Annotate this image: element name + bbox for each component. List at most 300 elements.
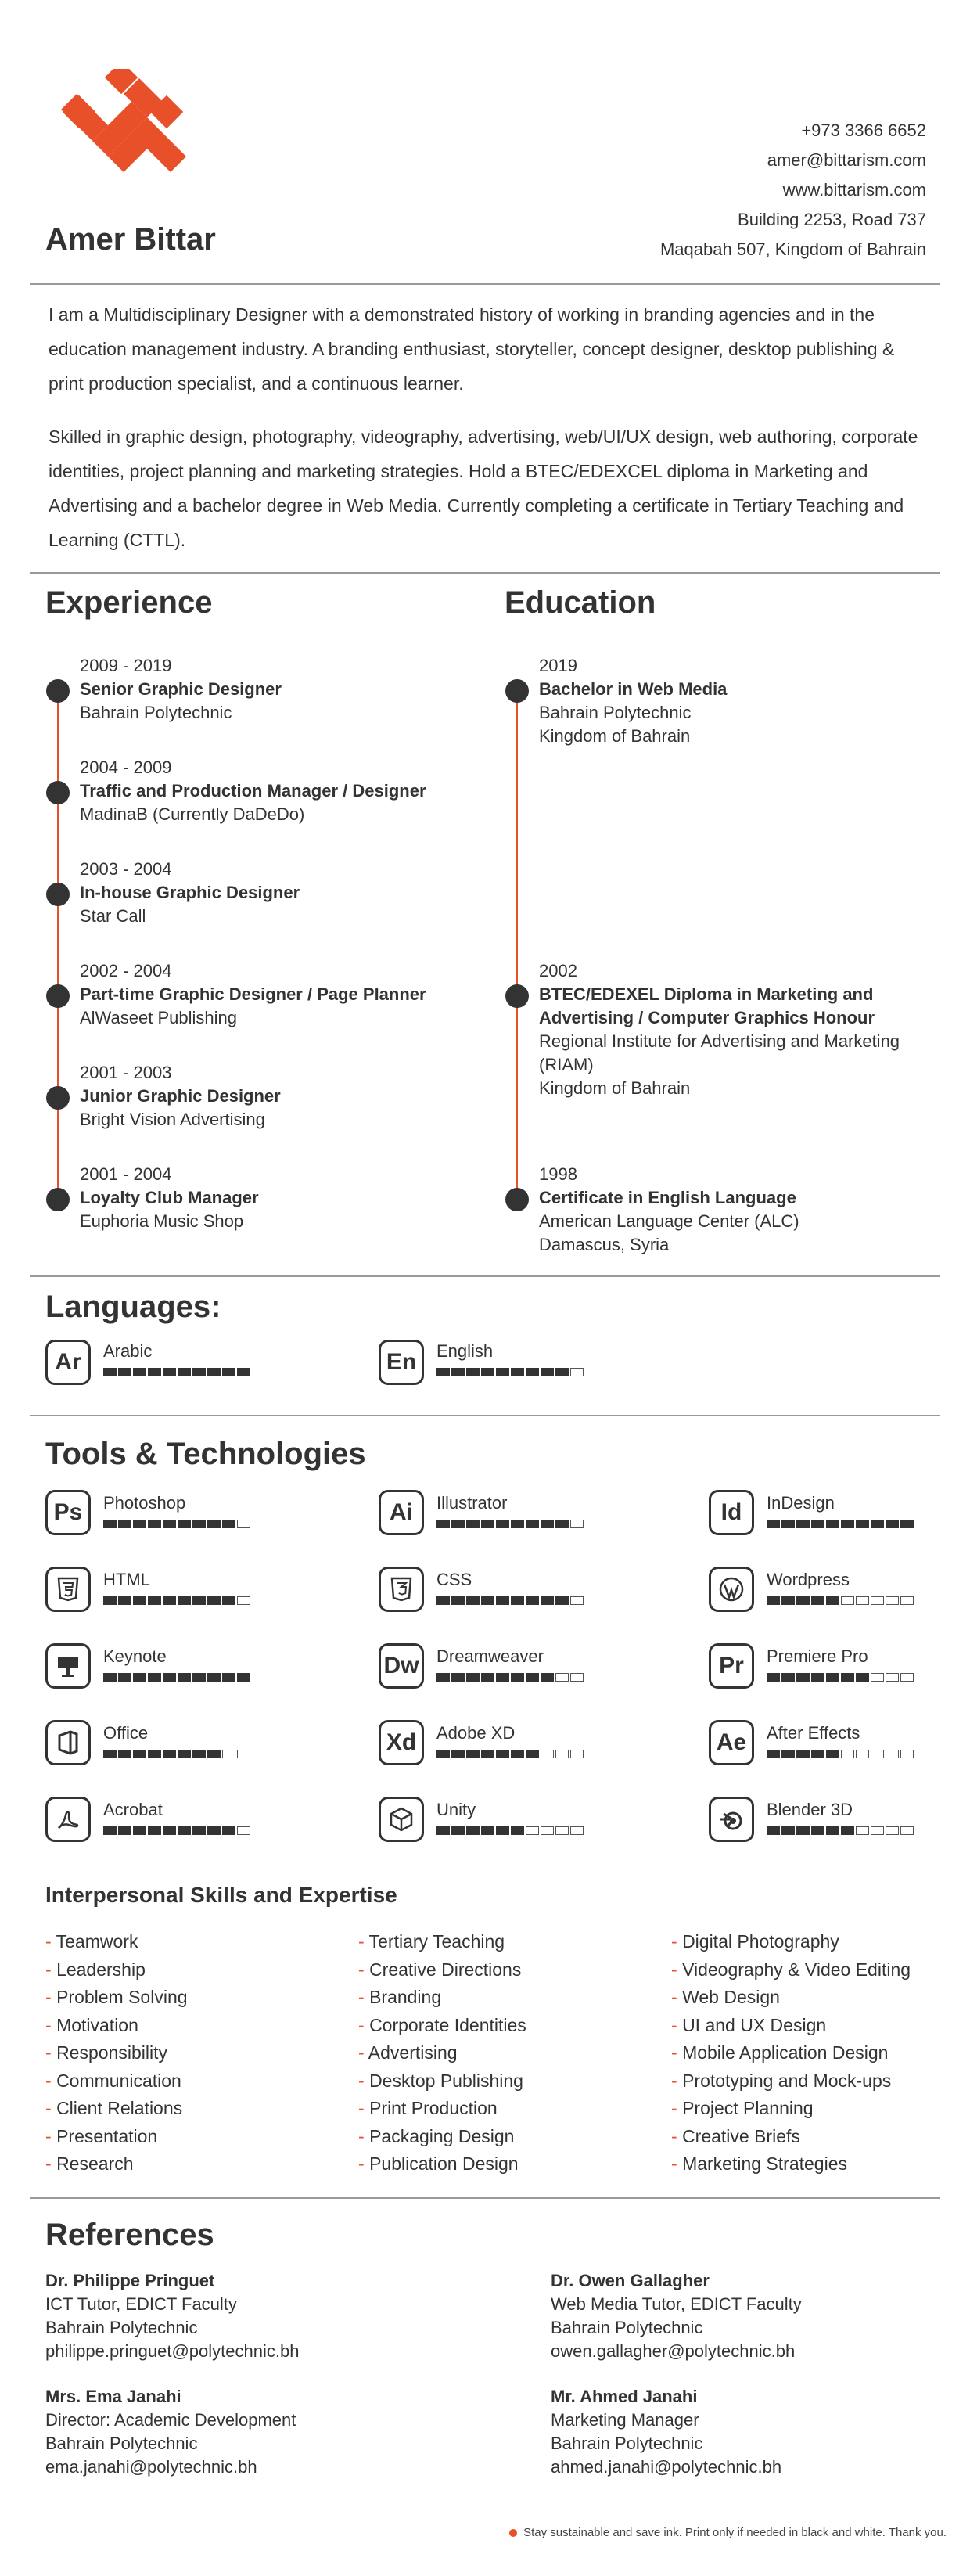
education-detail: Bahrain Polytechnic xyxy=(539,703,692,722)
level-segment xyxy=(192,1520,206,1528)
level-segment xyxy=(886,1673,899,1682)
level-segment xyxy=(466,1826,480,1835)
level-segment xyxy=(481,1673,494,1682)
level-segment xyxy=(796,1520,810,1528)
experience-title: Loyalty Club Manager xyxy=(80,1188,259,1207)
level-segment xyxy=(148,1673,161,1682)
reference-email[interactable]: ema.janahi@polytechnic.bh xyxy=(45,2457,257,2477)
level-segment xyxy=(900,1673,914,1682)
experience-org: Bright Vision Advertising xyxy=(80,1110,265,1129)
css3-icon xyxy=(379,1567,424,1612)
tool-name: Photoshop xyxy=(103,1493,186,1513)
skills-column-3 xyxy=(671,1928,911,2178)
level-segment xyxy=(826,1596,839,1605)
experience-item xyxy=(80,1163,259,1233)
level-segment xyxy=(856,1826,869,1835)
level-bar xyxy=(103,1368,250,1376)
education-title: Bachelor in Web Media xyxy=(539,679,728,699)
skill-item: - Project Planning xyxy=(671,2095,911,2123)
experience-org: Euphoria Music Shop xyxy=(80,1211,244,1231)
level-segment xyxy=(237,1673,250,1682)
tool-icon-ps: Ps xyxy=(45,1490,91,1535)
skill-item: - Publication Design xyxy=(358,2150,526,2178)
level-segment xyxy=(163,1826,176,1835)
level-segment xyxy=(555,1596,569,1605)
level-segment xyxy=(871,1520,884,1528)
level-segment xyxy=(451,1750,465,1758)
level-segment xyxy=(222,1520,235,1528)
level-segment xyxy=(886,1750,899,1758)
skill-item: - Advertising xyxy=(358,2039,526,2067)
level-bar xyxy=(436,1673,584,1682)
level-bar xyxy=(436,1826,584,1835)
level-segment xyxy=(237,1368,250,1376)
website[interactable]: www.bittarism.com xyxy=(782,180,926,200)
level-segment xyxy=(811,1520,824,1528)
skill-item: - Responsibility xyxy=(45,2039,188,2067)
level-segment xyxy=(103,1750,117,1758)
level-segment xyxy=(133,1520,146,1528)
level-segment xyxy=(511,1368,524,1376)
skill-item: - Print Production xyxy=(358,2095,526,2123)
level-segment xyxy=(207,1520,221,1528)
level-segment xyxy=(541,1750,554,1758)
experience-years: 2001 - 2004 xyxy=(80,1164,172,1184)
experience-title: Part-time Graphic Designer / Page Planner xyxy=(80,984,426,1004)
level-segment xyxy=(871,1673,884,1682)
education-heading: Education xyxy=(505,585,656,620)
skills-column-1 xyxy=(45,1928,188,2178)
bio-paragraph: I am a Multidisciplinary Designer with a demonstrated history of working in branding agencies and in the education management industry. A branding enthusiast, storyteller, concept designer, desktop publishing & print production specialist, and a continuous learner. xyxy=(48,304,895,394)
acrobat-icon xyxy=(55,1806,81,1833)
level-segment xyxy=(237,1596,250,1605)
level-segment xyxy=(781,1673,795,1682)
level-segment xyxy=(871,1596,884,1605)
education-detail: Regional Institute for Advertising and Marketing (RIAM) xyxy=(539,1031,900,1074)
reference-item xyxy=(45,2269,299,2363)
level-segment xyxy=(207,1368,221,1376)
reference-name: Dr. Philippe Pringuet xyxy=(45,2271,215,2290)
level-segment xyxy=(496,1750,509,1758)
experience-item xyxy=(80,654,282,725)
divider xyxy=(30,283,940,285)
level-segment xyxy=(526,1673,539,1682)
experience-years: 2002 - 2004 xyxy=(80,961,172,980)
keynote-icon xyxy=(45,1643,91,1689)
reference-item xyxy=(45,2385,296,2479)
tool-icon-ae: Ae xyxy=(709,1720,754,1765)
level-segment xyxy=(871,1750,884,1758)
skill-item: - Problem Solving xyxy=(45,1984,188,2012)
level-segment xyxy=(781,1826,795,1835)
reference-email[interactable]: ahmed.janahi@polytechnic.bh xyxy=(551,2457,782,2477)
level-segment xyxy=(436,1520,450,1528)
level-segment xyxy=(570,1750,584,1758)
level-segment xyxy=(451,1826,465,1835)
level-segment xyxy=(541,1673,554,1682)
timeline-dot xyxy=(505,984,529,1008)
level-segment xyxy=(163,1520,176,1528)
timeline-dot xyxy=(46,1188,70,1211)
level-segment xyxy=(811,1673,824,1682)
experience-timeline xyxy=(57,693,59,1201)
skill-item: - Creative Directions xyxy=(358,1956,526,1984)
education-year: 1998 xyxy=(539,1164,577,1184)
phone: +973 3366 6652 xyxy=(801,121,926,140)
skill-item: - Branding xyxy=(358,1984,526,2012)
level-segment xyxy=(767,1750,780,1758)
level-segment xyxy=(555,1826,569,1835)
experience-title: In-house Graphic Designer xyxy=(80,883,300,902)
level-segment xyxy=(436,1826,450,1835)
level-segment xyxy=(796,1596,810,1605)
level-segment xyxy=(555,1673,569,1682)
level-segment xyxy=(570,1673,584,1682)
skill-item: - Communication xyxy=(45,2067,188,2096)
level-segment xyxy=(841,1673,854,1682)
timeline-dot xyxy=(46,679,70,703)
level-segment xyxy=(900,1596,914,1605)
level-segment xyxy=(466,1596,480,1605)
level-segment xyxy=(826,1673,839,1682)
level-segment xyxy=(511,1673,524,1682)
skill-item: - Corporate Identities xyxy=(358,2012,526,2040)
level-segment xyxy=(207,1596,221,1605)
level-segment xyxy=(178,1520,191,1528)
skill-item: - UI and UX Design xyxy=(671,2012,911,2040)
level-segment xyxy=(886,1826,899,1835)
level-segment xyxy=(148,1596,161,1605)
level-segment xyxy=(570,1368,584,1376)
level-bar xyxy=(767,1826,914,1835)
skill-item: - Packaging Design xyxy=(358,2123,526,2151)
skill-item: - Presentation xyxy=(45,2123,188,2151)
level-bar xyxy=(767,1520,914,1528)
experience-item xyxy=(80,756,426,826)
level-bar xyxy=(436,1520,584,1528)
tool-icon-ai: Ai xyxy=(379,1490,424,1535)
level-segment xyxy=(781,1750,795,1758)
education-title: BTEC/EDEXEL Diploma in Marketing and Advertising / Computer Graphics Honour xyxy=(539,984,875,1027)
reference-org: Bahrain Polytechnic xyxy=(551,2434,703,2453)
html5-icon xyxy=(45,1567,91,1612)
reference-email[interactable]: philippe.pringuet@polytechnic.bh xyxy=(45,2341,300,2361)
languages-heading: Languages: xyxy=(45,1290,221,1324)
level-segment xyxy=(148,1368,161,1376)
level-segment xyxy=(555,1520,569,1528)
tool-icon-pr: Pr xyxy=(709,1643,754,1689)
skill-item: - Motivation xyxy=(45,2012,188,2040)
experience-years: 2004 - 2009 xyxy=(80,757,172,777)
level-bar xyxy=(103,1826,250,1835)
contact-block xyxy=(660,116,926,264)
level-segment xyxy=(767,1520,780,1528)
level-segment xyxy=(511,1520,524,1528)
acrobat-icon xyxy=(45,1797,91,1842)
education-item xyxy=(539,959,914,1100)
blender-icon xyxy=(718,1806,745,1833)
language-name: Arabic xyxy=(103,1341,153,1361)
bio xyxy=(48,297,925,576)
level-segment xyxy=(237,1826,250,1835)
level-segment xyxy=(481,1750,494,1758)
tool-name: Illustrator xyxy=(436,1493,508,1513)
level-bar xyxy=(436,1596,584,1605)
bio-paragraph: Skilled in graphic design, photography, videography, advertising, web/UI/UX design, web authoring, corporate identities, project planning and marketing strategies. Hold a BTEC/EDEXCEL diploma in Marketing and Advertising and a bachelor degree in Web Media. Currently completing a certificate in Tertiary Teaching and Learning (CTTL). xyxy=(48,426,918,550)
tool-name: Wordpress xyxy=(767,1570,850,1589)
level-segment xyxy=(841,1596,854,1605)
level-segment xyxy=(436,1673,450,1682)
reference-role: Web Media Tutor, EDICT Faculty xyxy=(551,2294,802,2314)
level-segment xyxy=(118,1673,131,1682)
tool-name: CSS xyxy=(436,1570,472,1589)
bullet-icon xyxy=(509,2529,517,2537)
level-segment xyxy=(526,1368,539,1376)
level-segment xyxy=(796,1750,810,1758)
level-segment xyxy=(103,1596,117,1605)
skill-item: - Tertiary Teaching xyxy=(358,1928,526,1956)
timeline-dot xyxy=(46,883,70,906)
level-segment xyxy=(826,1520,839,1528)
level-segment xyxy=(856,1673,869,1682)
level-segment xyxy=(192,1596,206,1605)
reference-org: Bahrain Polytechnic xyxy=(551,2318,703,2337)
education-detail: Kingdom of Bahrain xyxy=(539,1078,691,1098)
skill-item: - Prototyping and Mock-ups xyxy=(671,2067,911,2096)
level-segment xyxy=(163,1750,176,1758)
level-segment xyxy=(871,1826,884,1835)
tool-name: Premiere Pro xyxy=(767,1646,868,1666)
level-segment xyxy=(466,1750,480,1758)
level-segment xyxy=(222,1596,235,1605)
level-segment xyxy=(570,1520,584,1528)
skill-item: - Research xyxy=(45,2150,188,2178)
skill-item: - Digital Photography xyxy=(671,1928,911,1956)
footer-text: Stay sustainable and save ink. Print only if needed in black and white. Thank you. xyxy=(523,2526,947,2539)
reference-role: Director: Academic Development xyxy=(45,2410,296,2430)
level-segment xyxy=(436,1750,450,1758)
level-segment xyxy=(163,1368,176,1376)
level-segment xyxy=(192,1368,206,1376)
level-segment xyxy=(466,1368,480,1376)
divider xyxy=(30,2197,940,2199)
level-segment xyxy=(436,1368,450,1376)
office-icon xyxy=(45,1720,91,1765)
level-segment xyxy=(237,1750,250,1758)
education-detail: American Language Center (ALC) xyxy=(539,1211,799,1231)
reference-role: Marketing Manager xyxy=(551,2410,699,2430)
experience-item xyxy=(80,959,426,1030)
level-segment xyxy=(811,1826,824,1835)
level-segment xyxy=(103,1826,117,1835)
timeline-dot xyxy=(505,1188,529,1211)
education-item xyxy=(539,654,914,748)
level-segment xyxy=(555,1750,569,1758)
level-segment xyxy=(163,1596,176,1605)
education-item xyxy=(539,1163,914,1257)
skill-item: - Creative Briefs xyxy=(671,2123,911,2151)
tool-icon-dw: Dw xyxy=(379,1643,424,1689)
education-year: 2019 xyxy=(539,656,577,675)
level-segment xyxy=(207,1673,221,1682)
level-segment xyxy=(222,1750,235,1758)
office-icon xyxy=(55,1729,81,1756)
reference-item xyxy=(551,2385,781,2479)
level-segment xyxy=(192,1673,206,1682)
level-segment xyxy=(555,1368,569,1376)
skills-column-2 xyxy=(358,1928,526,2178)
level-segment xyxy=(222,1826,235,1835)
level-segment xyxy=(496,1368,509,1376)
timeline-dot xyxy=(46,1086,70,1110)
level-segment xyxy=(570,1596,584,1605)
reference-org: Bahrain Polytechnic xyxy=(45,2434,198,2453)
reference-name: Dr. Owen Gallagher xyxy=(551,2271,710,2290)
experience-org: Bahrain Polytechnic xyxy=(80,703,232,722)
divider xyxy=(30,572,940,574)
skill-item: - Marketing Strategies xyxy=(671,2150,911,2178)
level-segment xyxy=(767,1673,780,1682)
level-segment xyxy=(148,1520,161,1528)
skill-item: - Videography & Video Editing xyxy=(671,1956,911,1984)
address-line-2: Maqabah 507, Kingdom of Bahrain xyxy=(659,239,926,259)
level-bar xyxy=(767,1673,914,1682)
level-segment xyxy=(237,1520,250,1528)
level-segment xyxy=(886,1520,899,1528)
level-segment xyxy=(451,1596,465,1605)
skill-item: - Client Relations xyxy=(45,2095,188,2123)
level-segment xyxy=(811,1596,824,1605)
level-segment xyxy=(811,1750,824,1758)
level-segment xyxy=(451,1520,465,1528)
level-segment xyxy=(118,1520,131,1528)
experience-title: Junior Graphic Designer xyxy=(80,1086,281,1106)
keynote-icon xyxy=(55,1653,81,1679)
level-segment xyxy=(526,1596,539,1605)
skill-item: - Teamwork xyxy=(45,1928,188,1956)
tool-name: Office xyxy=(103,1723,149,1743)
level-segment xyxy=(118,1750,131,1758)
level-segment xyxy=(511,1826,524,1835)
level-segment xyxy=(118,1826,131,1835)
tools-heading: Tools & Technologies xyxy=(45,1437,366,1471)
level-segment xyxy=(481,1368,494,1376)
level-segment xyxy=(856,1520,869,1528)
level-segment xyxy=(222,1368,235,1376)
level-bar xyxy=(103,1520,250,1528)
education-year: 2002 xyxy=(539,961,577,980)
level-segment xyxy=(496,1520,509,1528)
level-segment xyxy=(900,1826,914,1835)
level-segment xyxy=(841,1826,854,1835)
experience-item xyxy=(80,858,300,928)
skills-heading: Interpersonal Skills and Expertise xyxy=(45,1883,397,1907)
divider xyxy=(30,1275,940,1277)
divider xyxy=(30,1415,940,1416)
level-segment xyxy=(133,1368,146,1376)
level-segment xyxy=(118,1368,131,1376)
education-title: Certificate in English Language xyxy=(539,1188,796,1207)
level-bar xyxy=(767,1750,914,1758)
level-bar xyxy=(103,1750,250,1758)
wordpress-icon xyxy=(718,1576,745,1603)
level-segment xyxy=(103,1673,117,1682)
education-timeline xyxy=(516,693,518,1201)
level-segment xyxy=(451,1673,465,1682)
unity-icon xyxy=(379,1797,424,1842)
experience-org: Star Call xyxy=(80,906,146,926)
person-name: Amer Bittar xyxy=(45,222,216,257)
level-segment xyxy=(496,1826,509,1835)
tool-name: Blender 3D xyxy=(767,1800,853,1819)
reference-item xyxy=(551,2269,802,2363)
language-icon: Ar xyxy=(45,1340,91,1385)
tool-name: After Effects xyxy=(767,1723,860,1743)
tool-name: Dreamweaver xyxy=(436,1646,544,1666)
reference-email[interactable]: owen.gallagher@polytechnic.bh xyxy=(551,2341,796,2361)
level-segment xyxy=(148,1826,161,1835)
level-segment xyxy=(841,1520,854,1528)
experience-years: 2003 - 2004 xyxy=(80,859,172,879)
level-segment xyxy=(541,1368,554,1376)
reference-name: Mr. Ahmed Janahi xyxy=(551,2387,698,2406)
tool-name: Keynote xyxy=(103,1646,167,1666)
level-segment xyxy=(900,1520,914,1528)
level-segment xyxy=(781,1520,795,1528)
experience-title: Senior Graphic Designer xyxy=(80,679,282,699)
level-segment xyxy=(541,1826,554,1835)
timeline-dot xyxy=(505,679,529,703)
level-segment xyxy=(178,1826,191,1835)
language-icon: En xyxy=(379,1340,424,1385)
experience-years: 2009 - 2019 xyxy=(80,656,172,675)
email[interactable]: amer@bittarism.com xyxy=(767,150,926,170)
address-line-1: Building 2253, Road 737 xyxy=(738,210,926,229)
level-segment xyxy=(466,1673,480,1682)
level-segment xyxy=(148,1750,161,1758)
unity-icon xyxy=(388,1806,415,1833)
language-name: English xyxy=(436,1341,494,1361)
level-segment xyxy=(178,1368,191,1376)
level-segment xyxy=(207,1826,221,1835)
level-segment xyxy=(481,1826,494,1835)
references-heading: References xyxy=(45,2218,214,2252)
level-segment xyxy=(207,1750,221,1758)
level-segment xyxy=(781,1596,795,1605)
skill-item: - Web Design xyxy=(671,1984,911,2012)
level-segment xyxy=(796,1673,810,1682)
timeline-dot xyxy=(46,984,70,1008)
tool-icon-id: Id xyxy=(709,1490,754,1535)
html5-icon xyxy=(55,1576,81,1603)
level-segment xyxy=(900,1750,914,1758)
education-detail: Damascus, Syria xyxy=(539,1235,670,1254)
reference-org: Bahrain Polytechnic xyxy=(45,2318,198,2337)
level-segment xyxy=(133,1596,146,1605)
level-segment xyxy=(163,1673,176,1682)
level-segment xyxy=(796,1826,810,1835)
level-segment xyxy=(496,1673,509,1682)
logo xyxy=(61,69,196,180)
level-segment xyxy=(541,1596,554,1605)
level-segment xyxy=(481,1596,494,1605)
level-bar xyxy=(767,1596,914,1605)
level-segment xyxy=(451,1368,465,1376)
level-segment xyxy=(133,1750,146,1758)
level-segment xyxy=(526,1520,539,1528)
level-segment xyxy=(856,1750,869,1758)
level-segment xyxy=(541,1520,554,1528)
